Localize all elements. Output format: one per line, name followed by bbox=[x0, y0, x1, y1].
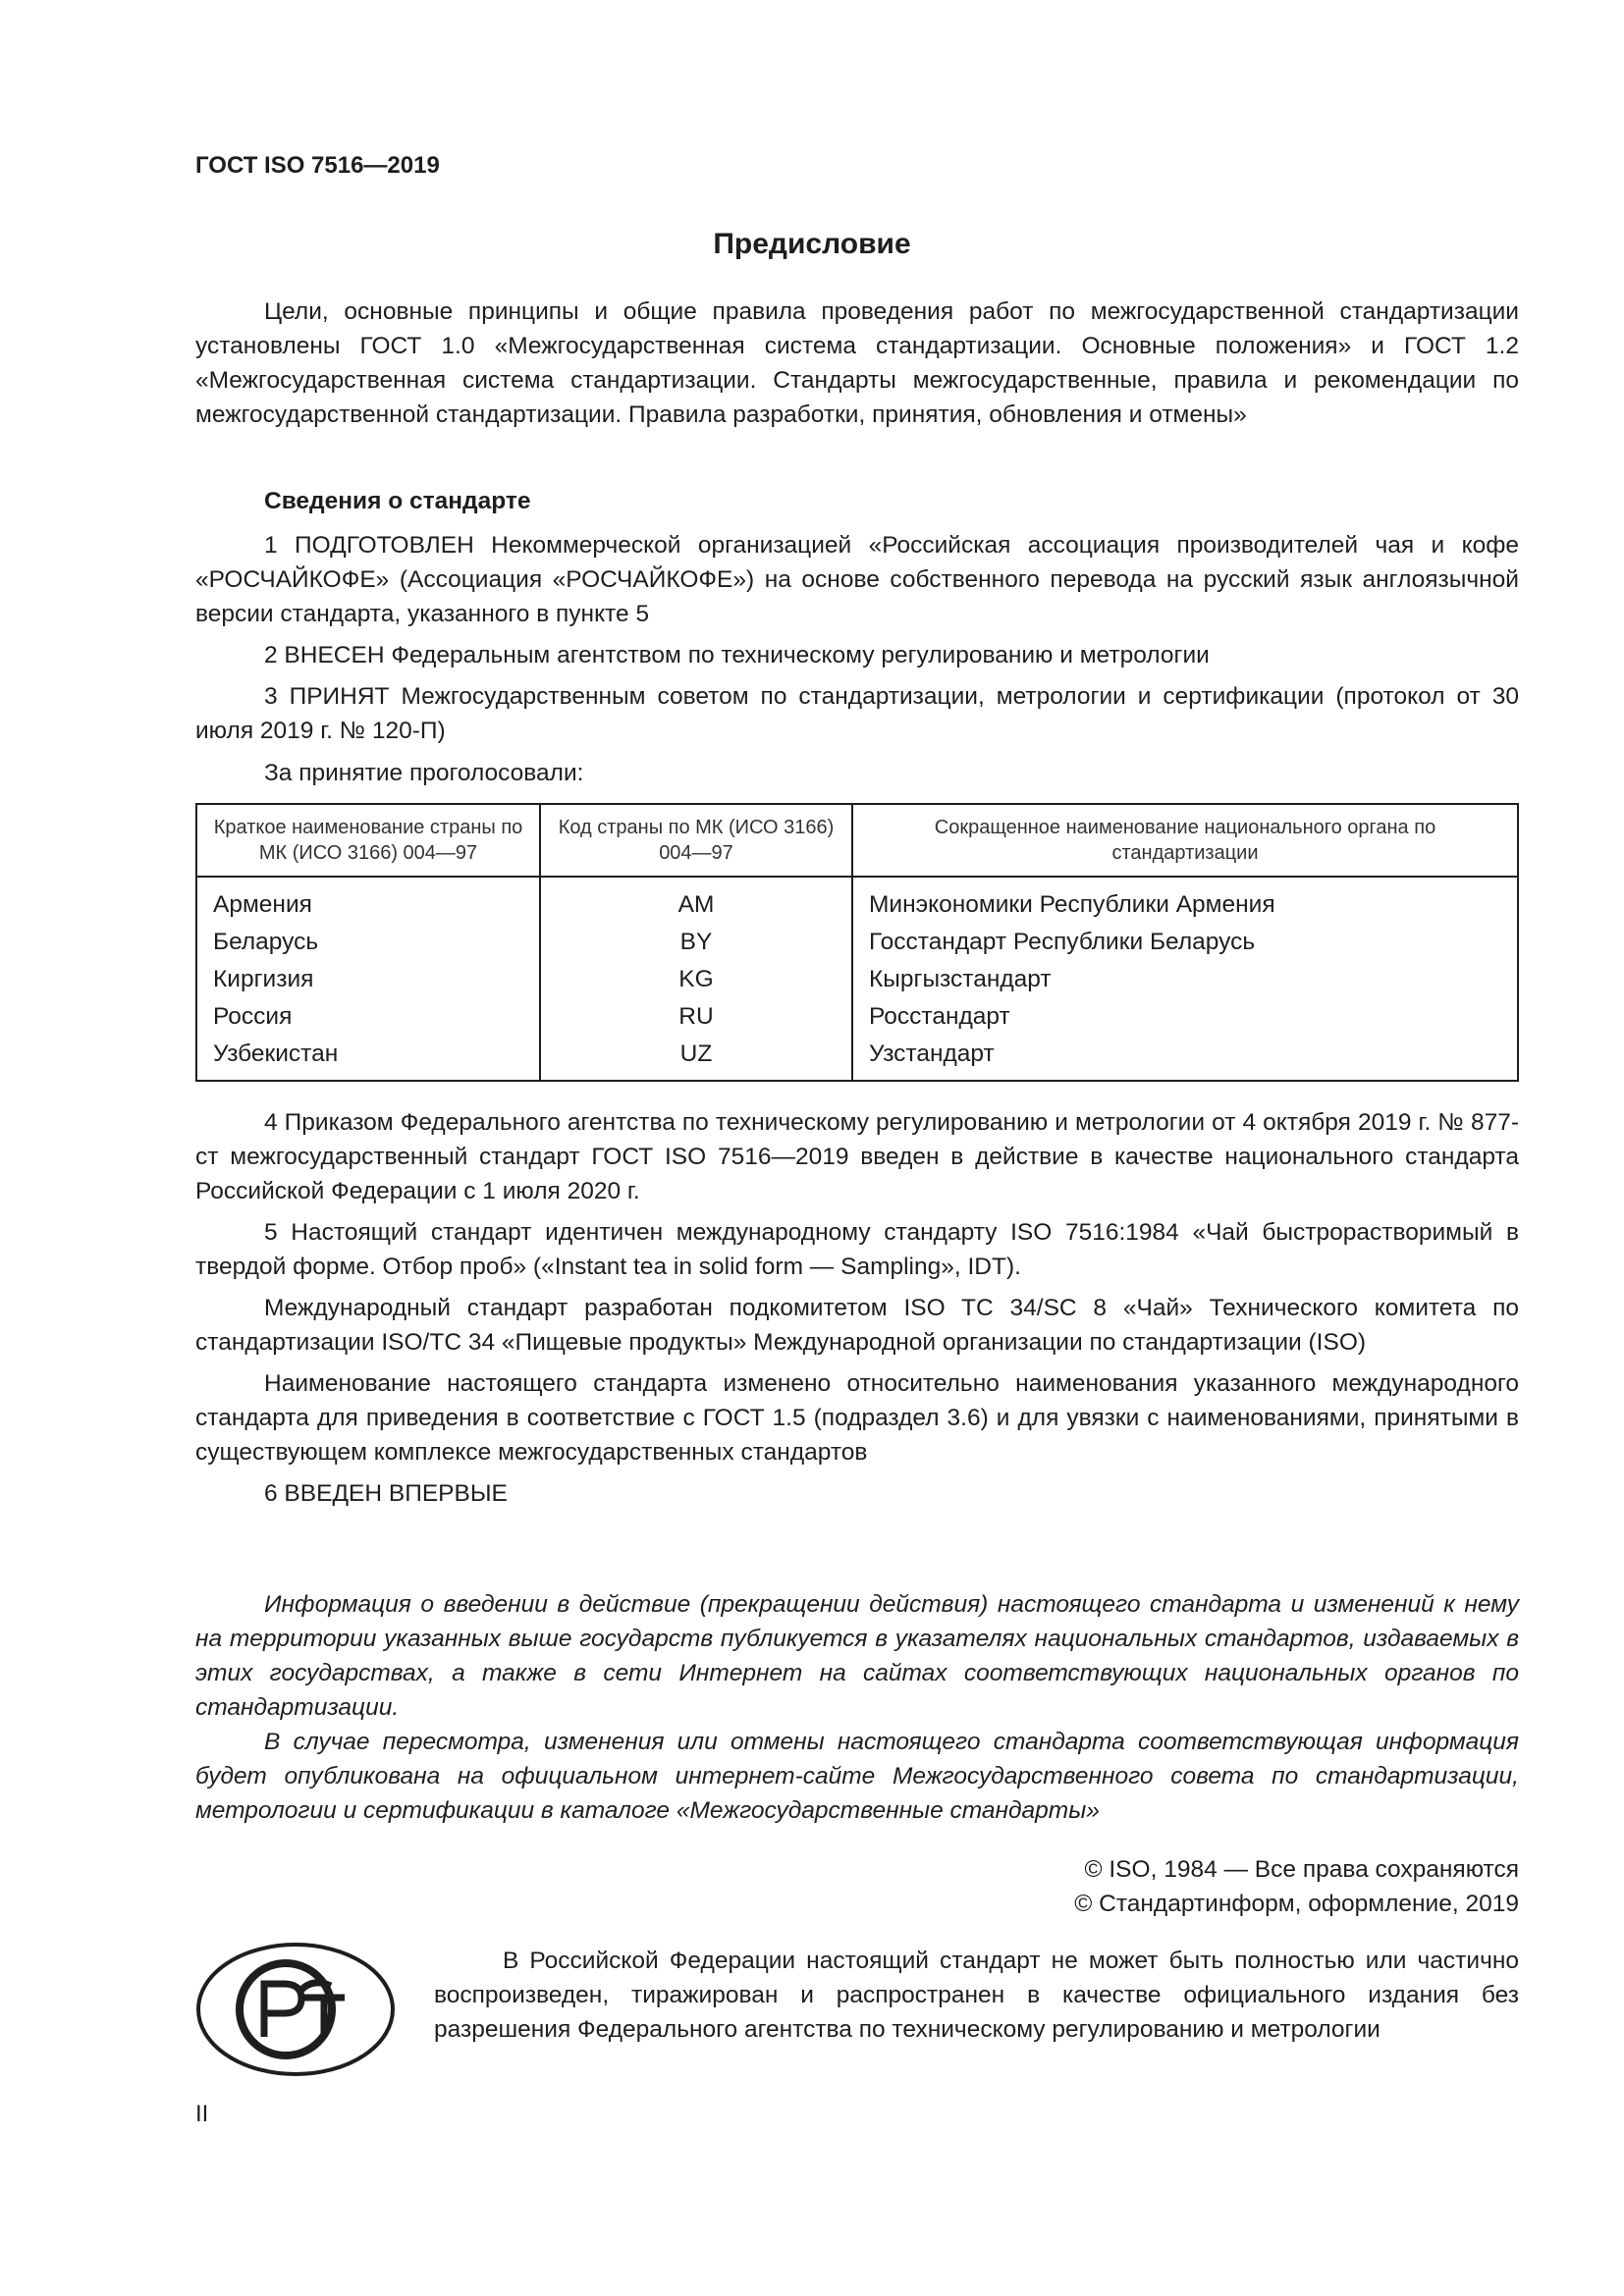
cell-body: Узстандарт bbox=[852, 1036, 1518, 1081]
table-row bbox=[196, 961, 1518, 998]
items-after-block bbox=[195, 1105, 1519, 1511]
table-row bbox=[196, 924, 1518, 961]
item-4-paragraph: 4 Приказом Федерального агентства по техническому регулированию и метрологии от 4 октября 2019 г. № 877-ст межгосударственный стандарт ГОСТ ISO 7516—2019 введен в действие в качестве национального стандарта Российской Федерации с 1 июля 2020 г. bbox=[195, 1109, 1519, 1204]
document-code: ГОСТ ISO 7516—2019 bbox=[195, 152, 440, 179]
info-heading: Сведения о стандарте bbox=[264, 488, 531, 514]
table-header-row bbox=[196, 804, 1518, 877]
item-5-paragraph: 5 Настоящий стандарт идентичен международному стандарту ISO 7516:1984 «Чай быстрорастворимый в твердой форме. Отбор проб» («Instant tea in solid form — Sampling», IDT). bbox=[195, 1219, 1519, 1280]
header-code: Код страны по МК (ИСО 3166) 004—97 bbox=[540, 804, 852, 877]
rst-mark-icon bbox=[195, 1941, 397, 2078]
cell-body: Госстандарт Республики Беларусь bbox=[852, 924, 1518, 961]
item-3-paragraph: 3 ПРИНЯТ Межгосударственным советом по стандартизации, метрологии и сертификации (протокол от 30 июля 2019 г. № 120-П) bbox=[195, 683, 1519, 744]
cell-country: Россия bbox=[196, 998, 540, 1036]
info-note-paragraph: Информация о введении в действие (прекращении действия) настоящего стандарта и изменений к нему на территории указанных выше государств публикуется в указателях национальных стандартов, издаваемых в этих государствах, а также в сети Интернет на сайтах соответствующих национальных органов по стандартизации. bbox=[195, 1591, 1519, 1721]
italic-notes-block bbox=[195, 1587, 1519, 1828]
cell-body: Минэкономики Республики Армения bbox=[852, 877, 1518, 924]
notice-paragraph: В Российской Федерации настоящий стандарт не может быть полностью или частично воспроизведен, тиражирован и распространен в качестве официального издания без разрешения Федерального агентства по техническому регулированию и метрологии bbox=[434, 1948, 1519, 2043]
copyright-iso: © ISO, 1984 — Все права сохраняются bbox=[1084, 1856, 1519, 1883]
table-row bbox=[196, 877, 1518, 924]
item-1-paragraph: 1 ПОДГОТОВЛЕН Некоммерческой организацией «Российская ассоциация производителей чая и кофе «РОСЧАЙКОФЕ» (Ассоциация «РОСЧАЙКОФЕ») на основе собственного перевода на русский язык англоязычной версии стандарта, указанного в пункте 5 bbox=[195, 532, 1519, 627]
table-row bbox=[196, 998, 1518, 1036]
intro-paragraph: Цели, основные принципы и общие правила проведения работ по межгосударственной стандартизации установлены ГОСТ 1.0 «Межгосударственная система стандартизации. Основные положения» и ГОСТ 1.2 «Межгосударственная система стандартизации. Стандарты межгосударственные, правила и рекомендации по межгосударственной стандартизации. Правила разработки, принятия, обновления и отмены» bbox=[195, 298, 1519, 428]
page-number: II bbox=[195, 2101, 209, 2127]
table-row bbox=[196, 1036, 1518, 1081]
cell-code: BY bbox=[540, 924, 852, 961]
item-5-name-paragraph: Наименование настоящего стандарта изменено относительно наименования указанного международного стандарта для приведения в соответствие с ГОСТ 1.5 (подраздел 3.6) и для увязки с наименованиями, принятыми в существующем комплексе межгосударственных стандартов bbox=[195, 1370, 1519, 1466]
cell-code: AM bbox=[540, 877, 852, 924]
items-block bbox=[195, 528, 1519, 748]
revision-note-paragraph: В случае пересмотра, изменения или отмены настоящего стандарта соответствующая информация будет опубликована на официальном интернет-сайте Межгосударственного совета по стандартизации, метрологии и сертификации в каталоге «Межгосударственные стандарты» bbox=[195, 1729, 1519, 1824]
cell-code: UZ bbox=[540, 1036, 852, 1081]
item-5-development-paragraph: Международный стандарт разработан подкомитетом ISO TC 34/SC 8 «Чай» Технического комитета по стандартизации ISO/TC 34 «Пищевые продукты» Международной организации по стандартизации (ISO) bbox=[195, 1295, 1519, 1356]
reproduction-notice bbox=[434, 1944, 1519, 2047]
item-6-paragraph: 6 ВВЕДЕН ВПЕРВЫЕ bbox=[264, 1480, 508, 1507]
header-country: Краткое наименование страны по МК (ИСО 3166) 004—97 bbox=[196, 804, 540, 877]
cell-country: Киргизия bbox=[196, 961, 540, 998]
item-2-paragraph: 2 ВНЕСЕН Федеральным агентством по техническому регулированию и метрологии bbox=[264, 642, 1210, 668]
page-title: Предисловие bbox=[713, 228, 911, 260]
copyright-standartinform: © Стандартинформ, оформление, 2019 bbox=[1074, 1891, 1519, 1917]
cell-code: KG bbox=[540, 961, 852, 998]
cell-country: Узбекистан bbox=[196, 1036, 540, 1081]
vote-intro: За принятие проголосовали: bbox=[264, 760, 584, 786]
cell-body: Кыргызстандарт bbox=[852, 961, 1518, 998]
copyright-block bbox=[1074, 1852, 1519, 1921]
cell-body: Росстандарт bbox=[852, 998, 1518, 1036]
intro-block bbox=[195, 294, 1519, 432]
cell-country: Армения bbox=[196, 877, 540, 924]
cell-code: RU bbox=[540, 998, 852, 1036]
cell-country: Беларусь bbox=[196, 924, 540, 961]
voting-countries-table bbox=[195, 803, 1519, 1082]
header-body: Сокращенное наименование национального органа по стандартизации bbox=[852, 804, 1518, 877]
